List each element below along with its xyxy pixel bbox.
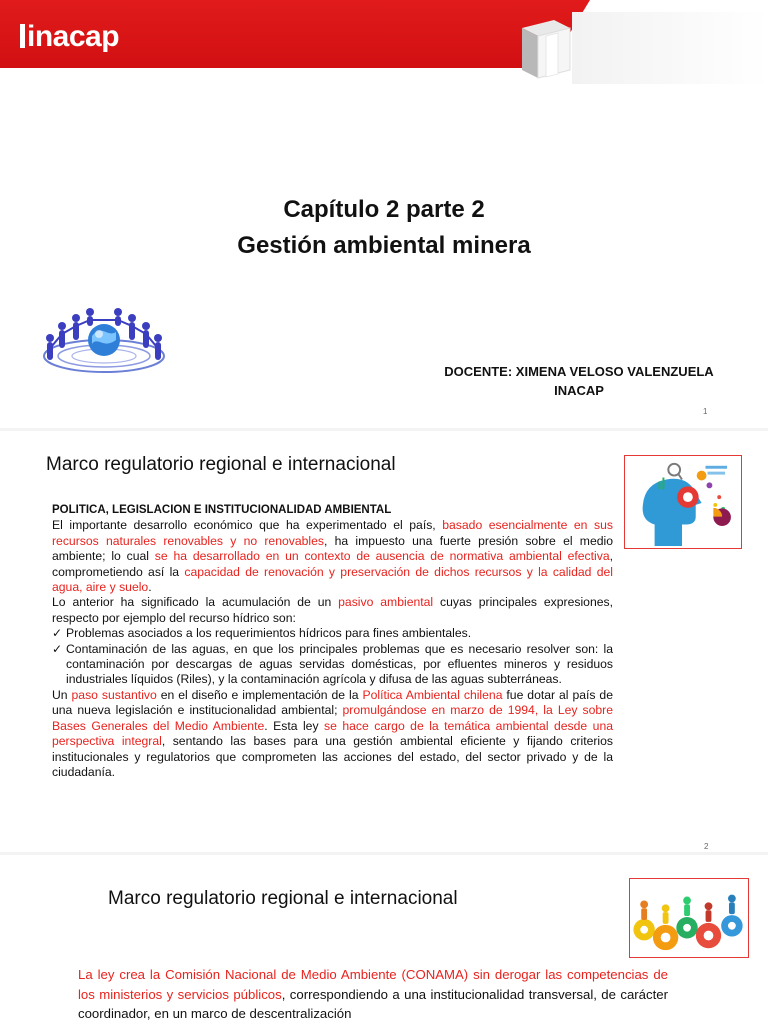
paragraph-1: [52, 518, 613, 595]
brand-header-bar: [0, 0, 590, 68]
text-run: fue dotar al país de una nueva legislación e institucionalidad ambiental;: [52, 687, 613, 718]
institution-name: INACAP: [554, 383, 604, 398]
checkmark-icon: ✓: [52, 626, 63, 641]
teacher-name: DOCENTE: XIMENA VELOSO VALENZUELA: [444, 364, 714, 379]
slide-1: [0, 0, 768, 425]
section-subtitle: POLITICA, LEGISLACION E INSTITUCIONALIDAD AMBIENTAL: [52, 504, 392, 516]
paragraph-3: [52, 688, 613, 780]
highlight-text: se ha desarrollado en un contexto de ausencia de normativa ambiental efectiva: [154, 549, 610, 564]
bullet-item: [52, 642, 613, 688]
inacap-logo: inacap: [20, 20, 119, 54]
slide-title: Marco regulatorio regional e internacional: [108, 888, 458, 909]
checkmark-icon: ✓: [52, 641, 63, 656]
text-run: Lo anterior ha significado la acumulación de un: [52, 595, 339, 610]
text-run: Un: [52, 687, 72, 702]
text-run: El importante desarrollo económico que ha experimentado el país,: [52, 518, 443, 533]
text-run: . Esta ley: [264, 718, 324, 733]
header-shadow: [572, 12, 768, 84]
text-run: .: [148, 580, 152, 595]
head-gears-icon: [624, 455, 742, 549]
slide-separator: [0, 428, 768, 431]
highlight-text: La ley crea la Comisión Nacional de Medio Ambiente (CONAMA) sin derogar las competencias de los ministerios y servicios públicos: [78, 967, 668, 1002]
text-run: , comprometiendo así la: [52, 549, 614, 579]
slide-3-body: [78, 965, 668, 1024]
cube-icon: [508, 14, 572, 82]
text-run: en el diseño e implementación de la: [156, 687, 363, 702]
bullet-item: [52, 626, 613, 641]
gears-people-icon: [629, 878, 749, 958]
page-number: 1: [703, 407, 708, 416]
highlight-text: pasivo ambiental: [338, 595, 434, 610]
highlight-text: Política Ambiental chilena: [362, 687, 503, 702]
globe-people-icon: [38, 300, 170, 378]
highlight-text: basado esencialmente en sus recursos naturales renovables y no renovables: [52, 518, 613, 548]
chapter-title: Capítulo 2 parte 2: [283, 196, 485, 223]
text-run: cuyas principales expresiones, respecto por ejemplo del recurso hídrico son:: [52, 595, 613, 625]
page-number: 2: [704, 842, 709, 851]
bullet-text: Contaminación de las aguas, en que los principales problemas que es necesario resolver son: la contaminación por descargas de aguas servidas domésticas, por efluentes mineros y residuos industriales líquidos (Riles), y la contaminación agrícola y difusa de las aguas subterráneas.: [66, 641, 613, 687]
slide-separator: [0, 852, 768, 855]
highlight-text: promulgándose en marzo de 1994, la Ley sobre Bases Generales del Medio Ambiente: [52, 703, 614, 733]
slide-2-body: [52, 503, 613, 780]
highlight-text: capacidad de renovación y preservación de dichos recursos y la calidad del agua, aire y suelo: [52, 564, 613, 595]
highlight-text: paso sustantivo: [71, 687, 157, 702]
highlight-text: se hace cargo de la temática ambiental desde una perspectiva integral: [52, 718, 613, 749]
bullet-text: Problemas asociados a los requerimientos hídricos para fines ambientales.: [66, 626, 472, 641]
chapter-subtitle: Gestión ambiental minera: [237, 232, 531, 259]
teacher-info: [440, 362, 718, 400]
paragraph-2: [52, 595, 613, 626]
slide-title: Marco regulatorio regional e internacional: [46, 454, 396, 475]
text-run: , ha impuesto una fuerte presión sobre el medio ambiente; lo cual: [52, 533, 613, 564]
text-run: , sentando las bases para una gestión ambiental eficiente y fijando criterios institucionales y regulatorios que comprometen las acciones del estado, del sector privado y de la ciudadanía.: [52, 734, 613, 779]
text-run: , correspondiendo a una institucionalidad transversal, de carácter coordinador, en un marco de descentralización: [78, 986, 668, 1022]
